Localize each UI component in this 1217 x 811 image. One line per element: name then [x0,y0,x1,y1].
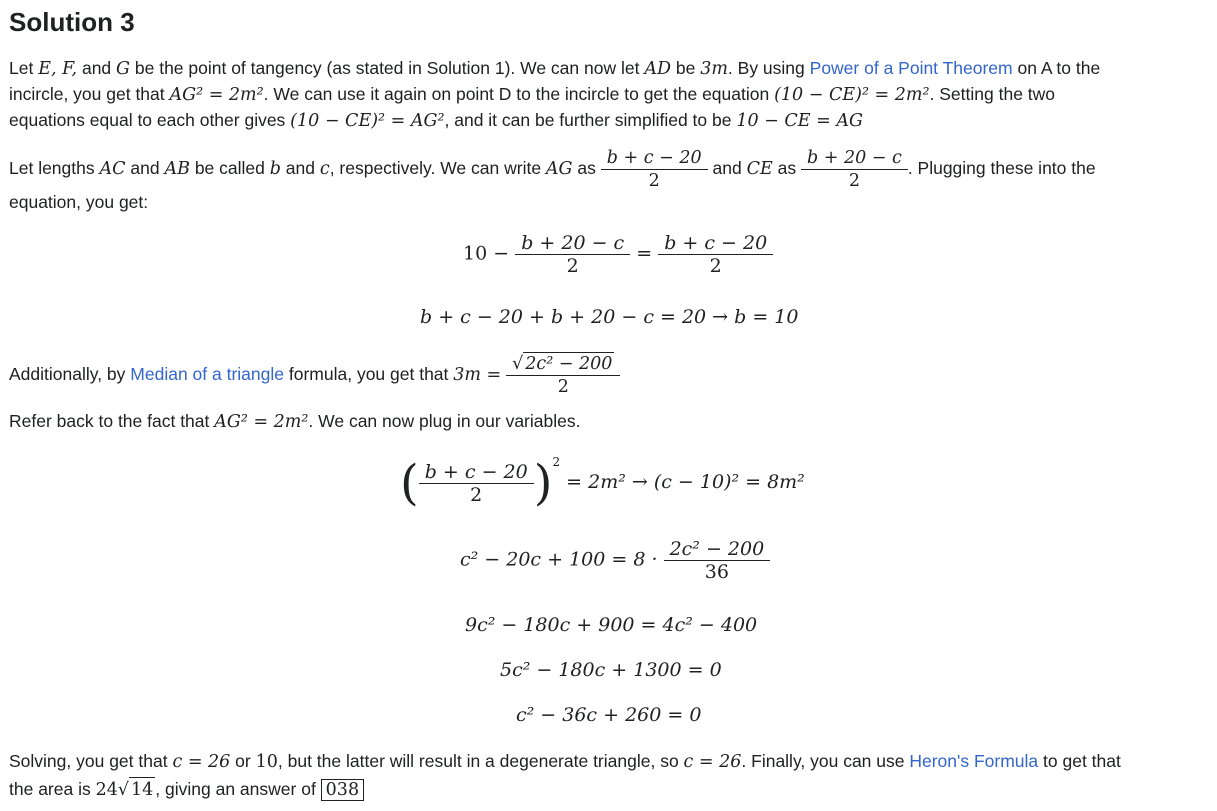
equation-1: 10 − $\frac{b + 20 - c}{2}$ = $\frac{b + c - 20}{2}$ [463,232,773,277]
equation-7: c² − 36c + 260 = 0 [516,704,702,726]
paragraph-1-line-2: incircle, you get that AG² = 2m². We can use it again on point D to the incircle to get the equation (10 − CE)² = 2m². Setting the two [9,84,1056,105]
equation-3: ( $\frac{b + c - 20}{2}$ )$^2$ = 2m² → (c − 10)² = 8m² [400,455,805,511]
paragraph-3: Additionally, by Median of a triangle formula, you get that 3m = $\frac{\text{√ 2c² − 200}}{2}$ [9,346,620,403]
power-of-a-point-link[interactable]: Power of a Point Theorem [809,58,1013,78]
equation-2: b + c − 20 + b + 20 − c = 20 → b = 10 [420,306,799,328]
paragraph-2-line-1: Let lengths AC and AB be called b and c, respectively. We can write AG as $\frac{b + c - 20}{2}$ and CE as $\frac{b + 20 - c}{2}$ . Plugging these into the [9,147,1096,191]
paragraph-5-line-1: Solving, you get that c = 26 or 10, but the latter will result in a degenerate triangle, so c = 26. Finally, you can use Heron's Formula to get that [9,751,1121,772]
equation-5: 9c² − 180c + 900 = 4c² − 400 [465,614,758,636]
median-of-triangle-link[interactable]: Median of a triangle [130,364,284,384]
eq1-fraction-right: $\frac{b + c - 20}{2}$ [658,232,773,277]
eq1-fraction-left: $\frac{b + 20 - c}{2}$ [515,232,630,277]
paragraph-1-line-1: Let E, F, and G be the point of tangency (as stated in Solution 1). We can now let AD be 3m. By using Power of a Point Theorem on A to the [9,58,1101,79]
paragraph-5-line-2: the area is 24√ 14 , giving an answer of 038 [9,777,364,803]
fraction-ag: $\frac{b + c - 20}{2}$ [601,147,708,192]
paragraph-2-line-2: equation, you get: [9,192,149,212]
paragraph-1-line-3: equations equal to each other gives (10 − CE)² = AG², and it can be further simplified to be 10 − CE = AG [9,110,863,131]
equation-6: 5c² − 180c + 1300 = 0 [500,659,722,681]
herons-formula-link[interactable]: Heron's Formula [909,751,1039,771]
median-fraction: $\frac{\text{√ 2c² − 200}}{2}$ [506,352,620,398]
answer-box: 038 [321,779,364,801]
equation-4: c² − 20c + 100 = 8 · $\frac{\text{2c² − 200}}{36}$ [460,538,770,583]
eq3-fraction: $\frac{b + c - 20}{2}$ [419,461,534,506]
paragraph-4: Refer back to the fact that AG² = 2m². We can now plug in our variables. [9,411,581,432]
section-heading: Solution 3 [9,7,135,37]
fraction-ce: $\frac{b + 20 - c}{2}$ [801,147,908,192]
eq4-fraction: $\frac{\text{2c² − 200}}{36}$ [664,538,771,583]
